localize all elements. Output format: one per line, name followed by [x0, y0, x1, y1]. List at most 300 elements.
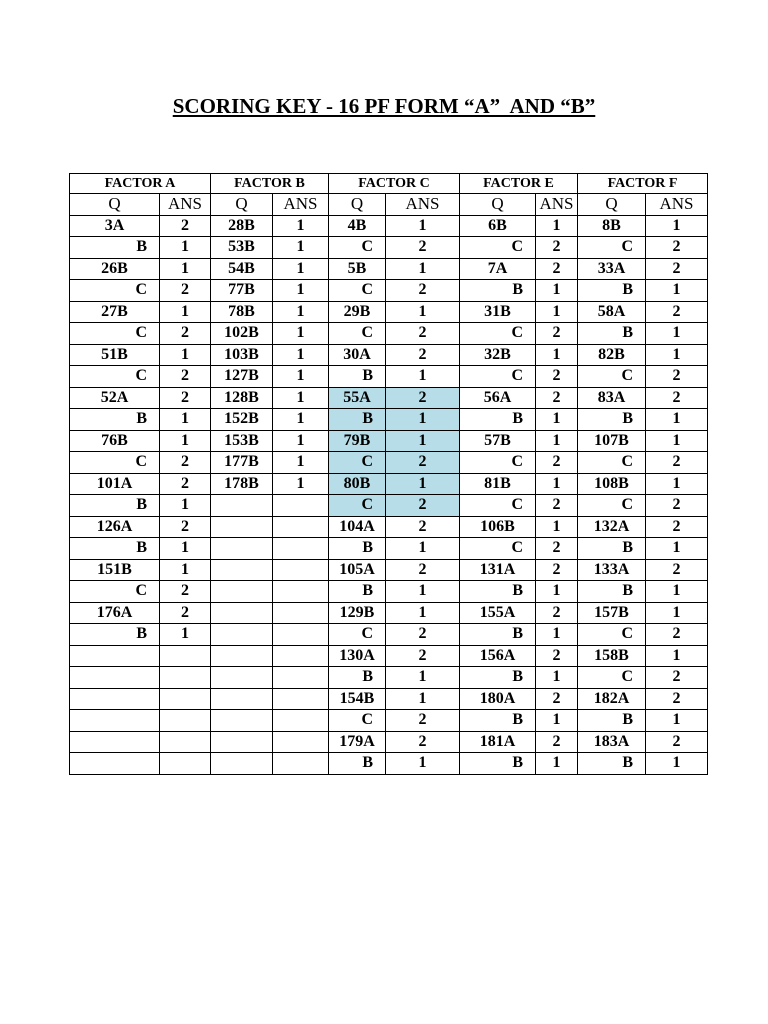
- question-cell: 129B: [329, 602, 386, 624]
- answer-cell: 1: [160, 301, 211, 323]
- question-cell: 154B: [329, 688, 386, 710]
- question-cell: 177B: [211, 452, 273, 474]
- table-row: [70, 409, 708, 431]
- answer-cell: 1: [646, 581, 708, 603]
- question-cell: 182A: [578, 688, 646, 710]
- answer-cell: 2: [386, 387, 460, 409]
- answer-cell: 1: [160, 258, 211, 280]
- question-cell: 78B: [211, 301, 273, 323]
- ans-column-header: ANS: [273, 194, 329, 216]
- answer-cell: 1: [646, 323, 708, 345]
- answer-cell: [273, 516, 329, 538]
- question-cell: 178B: [211, 473, 273, 495]
- question-cell: B: [460, 667, 536, 689]
- question-cell: C: [460, 237, 536, 259]
- answer-cell: 2: [536, 731, 578, 753]
- question-cell: 106B: [460, 516, 536, 538]
- question-cell: C: [329, 452, 386, 474]
- question-cell: 55A: [329, 387, 386, 409]
- question-cell: C: [578, 624, 646, 646]
- question-cell: 54B: [211, 258, 273, 280]
- answer-cell: 1: [273, 258, 329, 280]
- q-column-header: Q: [578, 194, 646, 216]
- answer-cell: 1: [646, 753, 708, 775]
- question-cell: 82B: [578, 344, 646, 366]
- question-cell: B: [460, 280, 536, 302]
- ans-column-header: ANS: [536, 194, 578, 216]
- question-cell: C: [329, 237, 386, 259]
- answer-cell: [160, 645, 211, 667]
- question-cell: 126A: [70, 516, 160, 538]
- question-cell: [70, 688, 160, 710]
- answer-cell: 2: [536, 688, 578, 710]
- question-cell: 8B: [578, 215, 646, 237]
- question-cell: 53B: [211, 237, 273, 259]
- question-cell: B: [329, 667, 386, 689]
- question-cell: 132A: [578, 516, 646, 538]
- factor-f-heading: FACTOR F: [578, 174, 708, 194]
- answer-cell: 1: [646, 602, 708, 624]
- question-cell: 3A: [70, 215, 160, 237]
- question-cell: B: [578, 538, 646, 560]
- answer-cell: 1: [273, 280, 329, 302]
- answer-cell: [160, 731, 211, 753]
- table-row: [70, 258, 708, 280]
- question-cell: 28B: [211, 215, 273, 237]
- question-cell: 32B: [460, 344, 536, 366]
- q-column-header: Q: [329, 194, 386, 216]
- question-cell: B: [329, 366, 386, 388]
- answer-cell: [273, 645, 329, 667]
- question-cell: 157B: [578, 602, 646, 624]
- answer-cell: 1: [386, 430, 460, 452]
- question-cell: [211, 710, 273, 732]
- question-cell: 131A: [460, 559, 536, 581]
- answer-cell: 1: [386, 258, 460, 280]
- question-cell: 76B: [70, 430, 160, 452]
- table-row: [70, 581, 708, 603]
- question-cell: 127B: [211, 366, 273, 388]
- table-row: [70, 366, 708, 388]
- question-cell: B: [578, 753, 646, 775]
- answer-cell: 2: [646, 452, 708, 474]
- question-cell: C: [329, 710, 386, 732]
- answer-cell: 2: [160, 581, 211, 603]
- answer-cell: 2: [386, 452, 460, 474]
- question-cell: 33A: [578, 258, 646, 280]
- question-cell: [211, 559, 273, 581]
- answer-cell: 2: [536, 452, 578, 474]
- table-row: [70, 559, 708, 581]
- answer-cell: 1: [536, 710, 578, 732]
- answer-cell: 2: [646, 731, 708, 753]
- answer-cell: 2: [386, 731, 460, 753]
- answer-cell: 1: [536, 301, 578, 323]
- table-row: [70, 301, 708, 323]
- answer-cell: 2: [160, 516, 211, 538]
- answer-cell: [273, 559, 329, 581]
- question-cell: 153B: [211, 430, 273, 452]
- question-cell: B: [578, 710, 646, 732]
- question-cell: 79B: [329, 430, 386, 452]
- question-cell: C: [460, 366, 536, 388]
- answer-cell: 2: [646, 301, 708, 323]
- answer-cell: [273, 753, 329, 775]
- answer-cell: 2: [536, 323, 578, 345]
- answer-cell: 1: [536, 430, 578, 452]
- question-cell: 57B: [460, 430, 536, 452]
- answer-cell: 1: [646, 430, 708, 452]
- question-cell: [211, 516, 273, 538]
- table-row: [70, 688, 708, 710]
- question-cell: 180A: [460, 688, 536, 710]
- answer-cell: 1: [273, 430, 329, 452]
- question-cell: [211, 495, 273, 517]
- question-cell: [70, 731, 160, 753]
- answer-cell: 2: [646, 237, 708, 259]
- table-row: [70, 495, 708, 517]
- answer-cell: 2: [386, 323, 460, 345]
- question-cell: B: [70, 624, 160, 646]
- table-row: [70, 753, 708, 775]
- answer-cell: 1: [273, 323, 329, 345]
- answer-cell: 2: [386, 624, 460, 646]
- question-cell: 107B: [578, 430, 646, 452]
- question-cell: 128B: [211, 387, 273, 409]
- question-cell: C: [460, 495, 536, 517]
- question-cell: C: [70, 280, 160, 302]
- factor-a-heading: FACTOR A: [70, 174, 211, 194]
- question-cell: B: [460, 581, 536, 603]
- question-cell: 27B: [70, 301, 160, 323]
- question-cell: 158B: [578, 645, 646, 667]
- answer-cell: 1: [536, 516, 578, 538]
- answer-cell: 1: [273, 344, 329, 366]
- question-cell: B: [460, 710, 536, 732]
- answer-cell: 2: [646, 258, 708, 280]
- question-cell: [211, 581, 273, 603]
- factor-c-heading: FACTOR C: [329, 174, 460, 194]
- question-cell: 30A: [329, 344, 386, 366]
- answer-cell: 2: [160, 280, 211, 302]
- question-cell: B: [460, 624, 536, 646]
- question-cell: 183A: [578, 731, 646, 753]
- answer-cell: 2: [160, 323, 211, 345]
- question-cell: 179A: [329, 731, 386, 753]
- answer-cell: 1: [386, 538, 460, 560]
- answer-cell: 2: [646, 366, 708, 388]
- question-cell: [211, 753, 273, 775]
- answer-cell: 2: [160, 387, 211, 409]
- question-cell: C: [70, 581, 160, 603]
- question-cell: 5B: [329, 258, 386, 280]
- table-row: [70, 323, 708, 345]
- answer-cell: 1: [386, 581, 460, 603]
- answer-cell: 1: [536, 280, 578, 302]
- question-cell: B: [578, 409, 646, 431]
- answer-cell: 1: [160, 624, 211, 646]
- question-cell: 104A: [329, 516, 386, 538]
- table-row: [70, 516, 708, 538]
- question-cell: 133A: [578, 559, 646, 581]
- question-cell: 108B: [578, 473, 646, 495]
- question-cell: 4B: [329, 215, 386, 237]
- question-cell: C: [578, 366, 646, 388]
- question-cell: B: [578, 581, 646, 603]
- table-row: [70, 624, 708, 646]
- answer-cell: 1: [273, 387, 329, 409]
- answer-cell: 2: [386, 559, 460, 581]
- answer-cell: 1: [646, 409, 708, 431]
- answer-cell: 2: [386, 495, 460, 517]
- answer-cell: [160, 753, 211, 775]
- question-cell: [211, 602, 273, 624]
- answer-cell: 2: [646, 688, 708, 710]
- question-cell: 80B: [329, 473, 386, 495]
- answer-cell: 2: [536, 495, 578, 517]
- answer-cell: 2: [646, 495, 708, 517]
- table-row: [70, 667, 708, 689]
- question-cell: [211, 731, 273, 753]
- question-cell: C: [329, 495, 386, 517]
- answer-cell: 2: [646, 516, 708, 538]
- question-cell: B: [578, 323, 646, 345]
- answer-cell: [160, 667, 211, 689]
- q-column-header: Q: [460, 194, 536, 216]
- answer-cell: 1: [536, 409, 578, 431]
- answer-cell: 1: [160, 430, 211, 452]
- table-row: [70, 344, 708, 366]
- answer-cell: 1: [386, 753, 460, 775]
- answer-cell: 1: [646, 645, 708, 667]
- question-cell: B: [578, 280, 646, 302]
- question-cell: [70, 710, 160, 732]
- answer-cell: [273, 731, 329, 753]
- answer-cell: 2: [646, 559, 708, 581]
- answer-cell: 1: [273, 366, 329, 388]
- ans-column-header: ANS: [386, 194, 460, 216]
- answer-cell: 2: [536, 237, 578, 259]
- table-row: [70, 710, 708, 732]
- answer-cell: 1: [646, 344, 708, 366]
- question-cell: 58A: [578, 301, 646, 323]
- table-row: [70, 387, 708, 409]
- q-column-header: Q: [70, 194, 160, 216]
- answer-cell: 1: [386, 301, 460, 323]
- answer-cell: 1: [536, 215, 578, 237]
- answer-cell: 1: [160, 559, 211, 581]
- question-cell: B: [460, 409, 536, 431]
- question-cell: C: [70, 452, 160, 474]
- answer-cell: 1: [273, 473, 329, 495]
- answer-cell: 1: [536, 667, 578, 689]
- question-cell: B: [70, 495, 160, 517]
- table-row: [70, 280, 708, 302]
- answer-cell: 1: [273, 409, 329, 431]
- answer-cell: 2: [386, 645, 460, 667]
- question-cell: C: [329, 280, 386, 302]
- answer-cell: [273, 495, 329, 517]
- answer-cell: 2: [160, 452, 211, 474]
- table-row: [70, 215, 708, 237]
- question-cell: C: [578, 237, 646, 259]
- answer-cell: 1: [160, 344, 211, 366]
- question-cell: B: [329, 538, 386, 560]
- question-cell: B: [329, 753, 386, 775]
- answer-cell: 2: [160, 215, 211, 237]
- question-cell: 152B: [211, 409, 273, 431]
- answer-cell: 2: [160, 473, 211, 495]
- scoring-key-table: [69, 173, 708, 775]
- question-cell: 103B: [211, 344, 273, 366]
- answer-cell: 2: [536, 387, 578, 409]
- question-cell: C: [70, 323, 160, 345]
- question-cell: 176A: [70, 602, 160, 624]
- question-cell: B: [460, 753, 536, 775]
- table-row: [70, 645, 708, 667]
- answer-cell: [273, 581, 329, 603]
- answer-cell: 1: [646, 538, 708, 560]
- question-cell: [211, 645, 273, 667]
- question-cell: C: [329, 323, 386, 345]
- answer-cell: 2: [386, 516, 460, 538]
- question-cell: B: [329, 409, 386, 431]
- question-cell: 26B: [70, 258, 160, 280]
- answer-cell: 1: [536, 473, 578, 495]
- answer-cell: 2: [646, 667, 708, 689]
- answer-cell: 1: [386, 215, 460, 237]
- question-cell: 51B: [70, 344, 160, 366]
- question-cell: [211, 538, 273, 560]
- answer-cell: 2: [386, 237, 460, 259]
- answer-cell: 1: [646, 280, 708, 302]
- table-row: [70, 731, 708, 753]
- table-row: [70, 237, 708, 259]
- question-cell: C: [460, 323, 536, 345]
- answer-cell: 1: [386, 473, 460, 495]
- question-cell: B: [329, 581, 386, 603]
- answer-cell: 2: [536, 602, 578, 624]
- answer-cell: [273, 710, 329, 732]
- answer-cell: 1: [536, 753, 578, 775]
- answer-cell: 1: [273, 301, 329, 323]
- question-cell: 77B: [211, 280, 273, 302]
- question-cell: [211, 667, 273, 689]
- answer-cell: 2: [536, 538, 578, 560]
- column-header-row: [70, 194, 708, 216]
- question-cell: C: [70, 366, 160, 388]
- answer-cell: 2: [386, 710, 460, 732]
- answer-cell: 1: [386, 409, 460, 431]
- question-cell: 52A: [70, 387, 160, 409]
- question-cell: 101A: [70, 473, 160, 495]
- answer-cell: [160, 688, 211, 710]
- question-cell: C: [460, 538, 536, 560]
- question-cell: C: [329, 624, 386, 646]
- question-cell: 156A: [460, 645, 536, 667]
- answer-cell: 1: [386, 667, 460, 689]
- question-cell: 56A: [460, 387, 536, 409]
- question-cell: C: [578, 495, 646, 517]
- question-cell: B: [70, 237, 160, 259]
- answer-cell: [273, 667, 329, 689]
- answer-cell: [160, 710, 211, 732]
- answer-cell: 1: [536, 624, 578, 646]
- answer-cell: 1: [536, 344, 578, 366]
- question-cell: 7A: [460, 258, 536, 280]
- answer-cell: 2: [386, 280, 460, 302]
- answer-cell: 1: [646, 710, 708, 732]
- question-cell: [70, 645, 160, 667]
- answer-cell: 1: [273, 452, 329, 474]
- answer-cell: 1: [646, 473, 708, 495]
- question-cell: 31B: [460, 301, 536, 323]
- answer-cell: 2: [536, 366, 578, 388]
- page-title: SCORING KEY - 16 PF FORM “A” AND “B”: [172, 94, 596, 118]
- answer-cell: 2: [386, 344, 460, 366]
- answer-cell: [273, 688, 329, 710]
- answer-cell: 2: [536, 645, 578, 667]
- question-cell: 155A: [460, 602, 536, 624]
- factor-e-heading: FACTOR E: [460, 174, 578, 194]
- answer-cell: 2: [160, 602, 211, 624]
- table-row: [70, 452, 708, 474]
- answer-cell: 1: [160, 409, 211, 431]
- answer-cell: 1: [273, 237, 329, 259]
- answer-cell: 1: [160, 495, 211, 517]
- answer-cell: 2: [646, 624, 708, 646]
- answer-cell: 1: [273, 215, 329, 237]
- question-cell: B: [70, 409, 160, 431]
- question-cell: 6B: [460, 215, 536, 237]
- question-cell: C: [460, 452, 536, 474]
- answer-cell: 2: [536, 559, 578, 581]
- answer-cell: [273, 538, 329, 560]
- table-row: [70, 602, 708, 624]
- question-cell: [70, 667, 160, 689]
- question-cell: 83A: [578, 387, 646, 409]
- table-row: [70, 538, 708, 560]
- answer-cell: 1: [160, 237, 211, 259]
- answer-cell: [273, 624, 329, 646]
- answer-cell: 1: [160, 538, 211, 560]
- answer-cell: 1: [386, 366, 460, 388]
- question-cell: [211, 688, 273, 710]
- question-cell: [70, 753, 160, 775]
- question-cell: 29B: [329, 301, 386, 323]
- answer-cell: 1: [386, 688, 460, 710]
- answer-cell: 1: [536, 581, 578, 603]
- question-cell: B: [70, 538, 160, 560]
- factor-b-heading: FACTOR B: [211, 174, 329, 194]
- q-column-header: Q: [211, 194, 273, 216]
- answer-cell: 1: [646, 215, 708, 237]
- question-cell: 181A: [460, 731, 536, 753]
- ans-column-header: ANS: [646, 194, 708, 216]
- factor-header-row: [70, 174, 708, 194]
- ans-column-header: ANS: [160, 194, 211, 216]
- answer-cell: 2: [160, 366, 211, 388]
- answer-cell: [273, 602, 329, 624]
- answer-cell: 1: [386, 602, 460, 624]
- table-row: [70, 473, 708, 495]
- question-cell: C: [578, 667, 646, 689]
- question-cell: C: [578, 452, 646, 474]
- answer-cell: 2: [646, 387, 708, 409]
- question-cell: [211, 624, 273, 646]
- question-cell: 102B: [211, 323, 273, 345]
- question-cell: 81B: [460, 473, 536, 495]
